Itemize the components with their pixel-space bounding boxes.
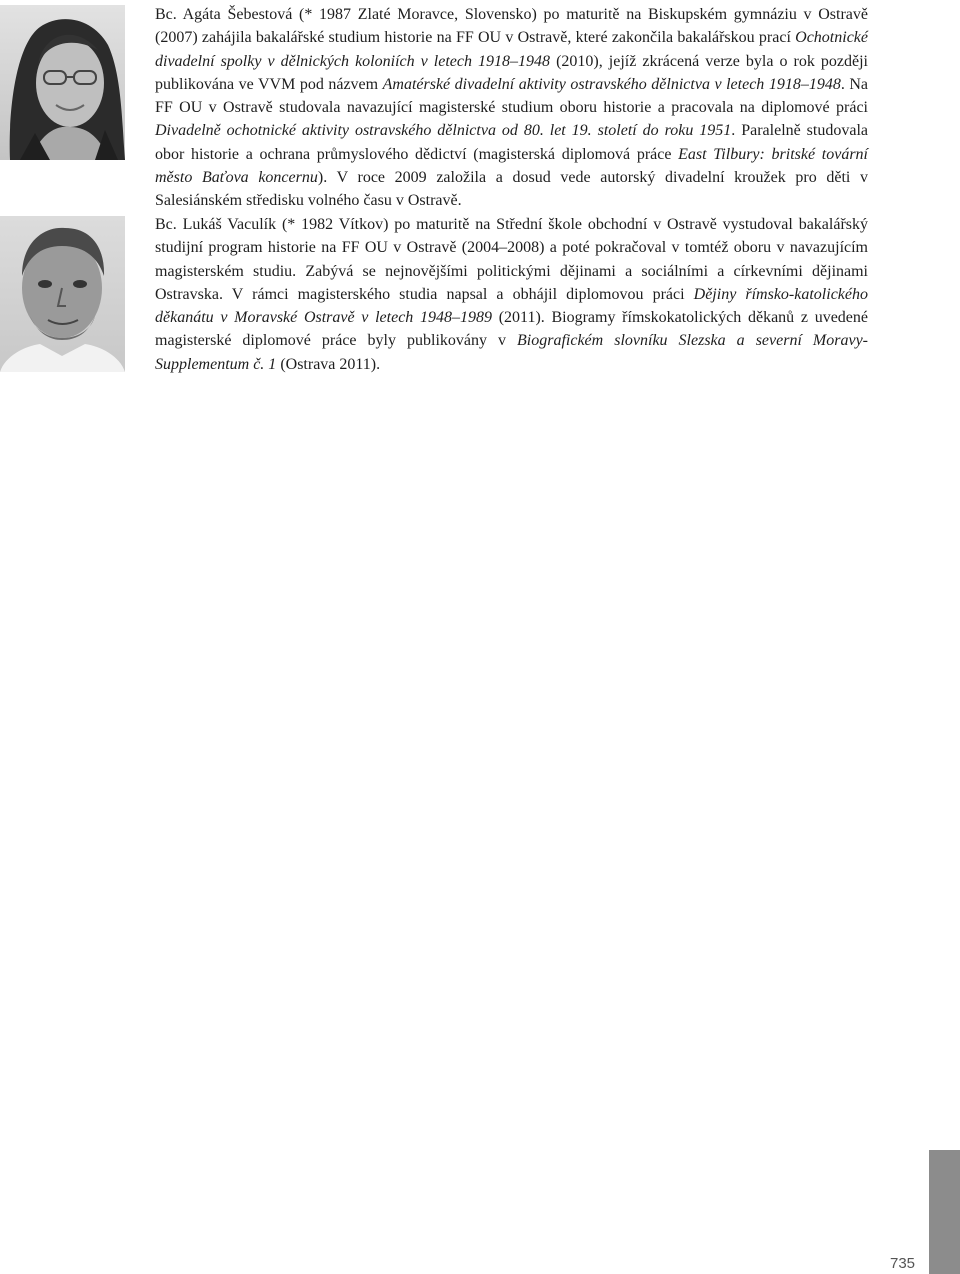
- work-title: East Tilbury: britské tovární město Baťova koncernu: [155, 145, 868, 187]
- bio-text: . Na FF OU v Ostravě studovala navazující magisterské studium oboru historie a pracovala na diplomové práci: [155, 75, 869, 117]
- page-edge-tab: [929, 1150, 960, 1274]
- page-number: 735: [890, 1255, 916, 1272]
- bio-text: (2010), jejíž zkrácená verze byla o rok později publikována ve VVM pod názvem: [155, 52, 869, 93]
- author-photo-sebestova: [0, 5, 125, 160]
- author-bio-sebestova: [155, 3, 868, 213]
- bio-text: Bc. Lukáš Vaculík (* 1982 Vítkov) po maturitě na Střední škole obchodní v Ostravě vystudoval bakalářský studijní program historie na FF OU v Ostravě (2004–2008) a poté pokračoval v tomtéž oboru v navazujícím magisterském studiu. Zabývá se nejnovějšími politickými dějinami a sociálními a církevními dějinami Ostravska. V rámci magisterského studia napsal a obhájil diplomovou práci: [155, 216, 868, 303]
- portrait-image: [0, 5, 125, 160]
- work-title: Dějiny římsko-katolického děkanátu v Moravské Ostravě v letech 1948–1989: [155, 285, 869, 327]
- portrait-image: [0, 216, 125, 372]
- bio-text: . Paralelně studovala obor historie a ochrana průmyslového dědictví (magisterská diplomová práce: [155, 122, 868, 163]
- bio-text: ). V roce 2009 založila a dosud vede autorský divadelní kroužek pro děti v Salesiánském středisku volného času v Ostravě.: [155, 169, 868, 210]
- work-title: Ochotnické divadelní spolky v dělnických koloniích v letech 1918–1948: [155, 29, 868, 70]
- author-photo-vaculik: [0, 216, 125, 372]
- work-title: Divadelně ochotnické aktivity ostravského dělnictva od 80. let 19. století do roku 1951: [155, 122, 732, 140]
- author-bio-vaculik: [155, 213, 868, 376]
- work-title: Biografickém slovníku Slezska a severní Moravy-Supplementum č. 1: [155, 332, 868, 373]
- bio-text: Bc. Agáta Šebestová (* 1987 Zlaté Moravce, Slovensko) po maturitě na Biskupském gymnáziu v Ostravě (2007) zahájila bakalářské studium historie na FF OU v Ostravě, které zakončila bakalářskou prací: [155, 6, 868, 47]
- bio-text: (2011). Biogramy římskokatolických děkanů z uvedené magisterské diplomové práce byly publikovány v: [155, 309, 868, 350]
- bio-text: (Ostrava 2011).: [276, 355, 381, 373]
- work-title: Amatérské divadelní aktivity ostravského dělnictva v letech 1918–1948: [382, 75, 841, 93]
